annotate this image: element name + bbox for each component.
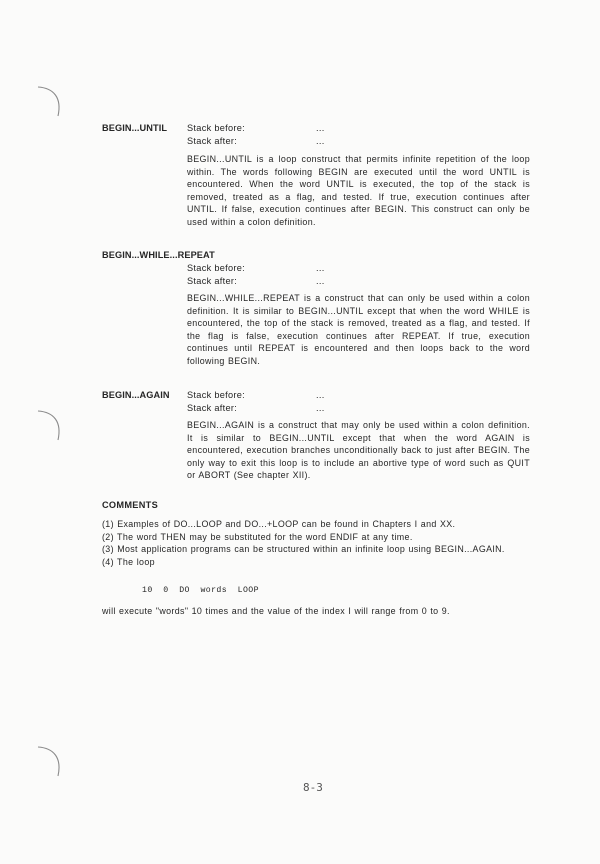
- stack-before-value: ...: [316, 263, 325, 273]
- stack-before-value: ...: [316, 390, 325, 400]
- entry-term: BEGIN...AGAIN: [102, 390, 170, 400]
- stack-effect: [187, 262, 347, 288]
- stack-before-label: Stack before:: [187, 263, 246, 273]
- stack-after-value: ...: [316, 136, 325, 146]
- stack-before-value: ...: [316, 123, 325, 133]
- entry-description: BEGIN...AGAIN is a construct that may only be used within a colon definition. It is similar to BEGIN...UNTIL except that when the word AGAIN is encountered, execution branches unconditionally back to just after BEGIN. The only way to exit this loop is to include an abortive type of word such as QUIT or ABORT (See chapter XII).: [187, 420, 530, 480]
- comments-list: [102, 518, 530, 568]
- comment-item: (4) The loop: [102, 556, 155, 567]
- entry-term: BEGIN...UNTIL: [102, 123, 168, 133]
- stack-effect: [187, 122, 347, 148]
- entry-description: BEGIN...UNTIL is a loop construct that permits infinite repetition of the loop within. The words following BEGIN are executed until the word UNTIL is encountered. When the word UNTIL is executed, the top of the stack is removed, treated as a flag, and tested. If true, execution continues after UNTIL. If false, execution continues after BEGIN. This construct can only be used within a colon definition.: [187, 154, 530, 227]
- code-example: 10 0 DO words LOOP: [142, 586, 259, 595]
- punch-hole-mark: [36, 408, 66, 444]
- stack-after-value: ...: [316, 276, 325, 286]
- entry-term: BEGIN...WHILE...REPEAT: [102, 250, 215, 260]
- comment-item: (2) The word THEN may be substituted for the word ENDIF at any time.: [102, 531, 413, 542]
- comment-item: (3) Most application programs can be structured within an infinite loop using BEGIN...AGAIN.: [102, 544, 505, 554]
- punch-hole-mark: [36, 744, 66, 780]
- page-number: 8-3: [303, 781, 323, 794]
- punch-hole-mark: [36, 84, 66, 120]
- stack-after-label: Stack after:: [187, 136, 238, 146]
- stack-before-label: Stack before:: [187, 390, 246, 400]
- entry-description: BEGIN...WHILE...REPEAT is a construct that can only be used within a colon definition. It is similar to BEGIN...UNTIL except that when the word WHILE is encountered, the top of the stack is removed, treated as a flag, and tested. If the flag is false, execution continues after REPEAT. If true, execution continues until REPEAT is encountered and then loops back to the word following BEGIN.: [187, 293, 530, 366]
- stack-after-value: ...: [316, 403, 325, 413]
- comment-item: (1) Examples of DO...LOOP and DO...+LOOP can be found in Chapters I and XX.: [102, 519, 456, 529]
- stack-after-label: Stack after:: [187, 276, 238, 286]
- stack-before-label: Stack before:: [187, 123, 246, 133]
- comments-heading: COMMENTS: [102, 500, 158, 510]
- comment-continuation: will execute "words" 10 times and the value of the index I will range from 0 to 9.: [102, 606, 450, 616]
- stack-effect: [187, 389, 347, 415]
- stack-after-label: Stack after:: [187, 403, 238, 413]
